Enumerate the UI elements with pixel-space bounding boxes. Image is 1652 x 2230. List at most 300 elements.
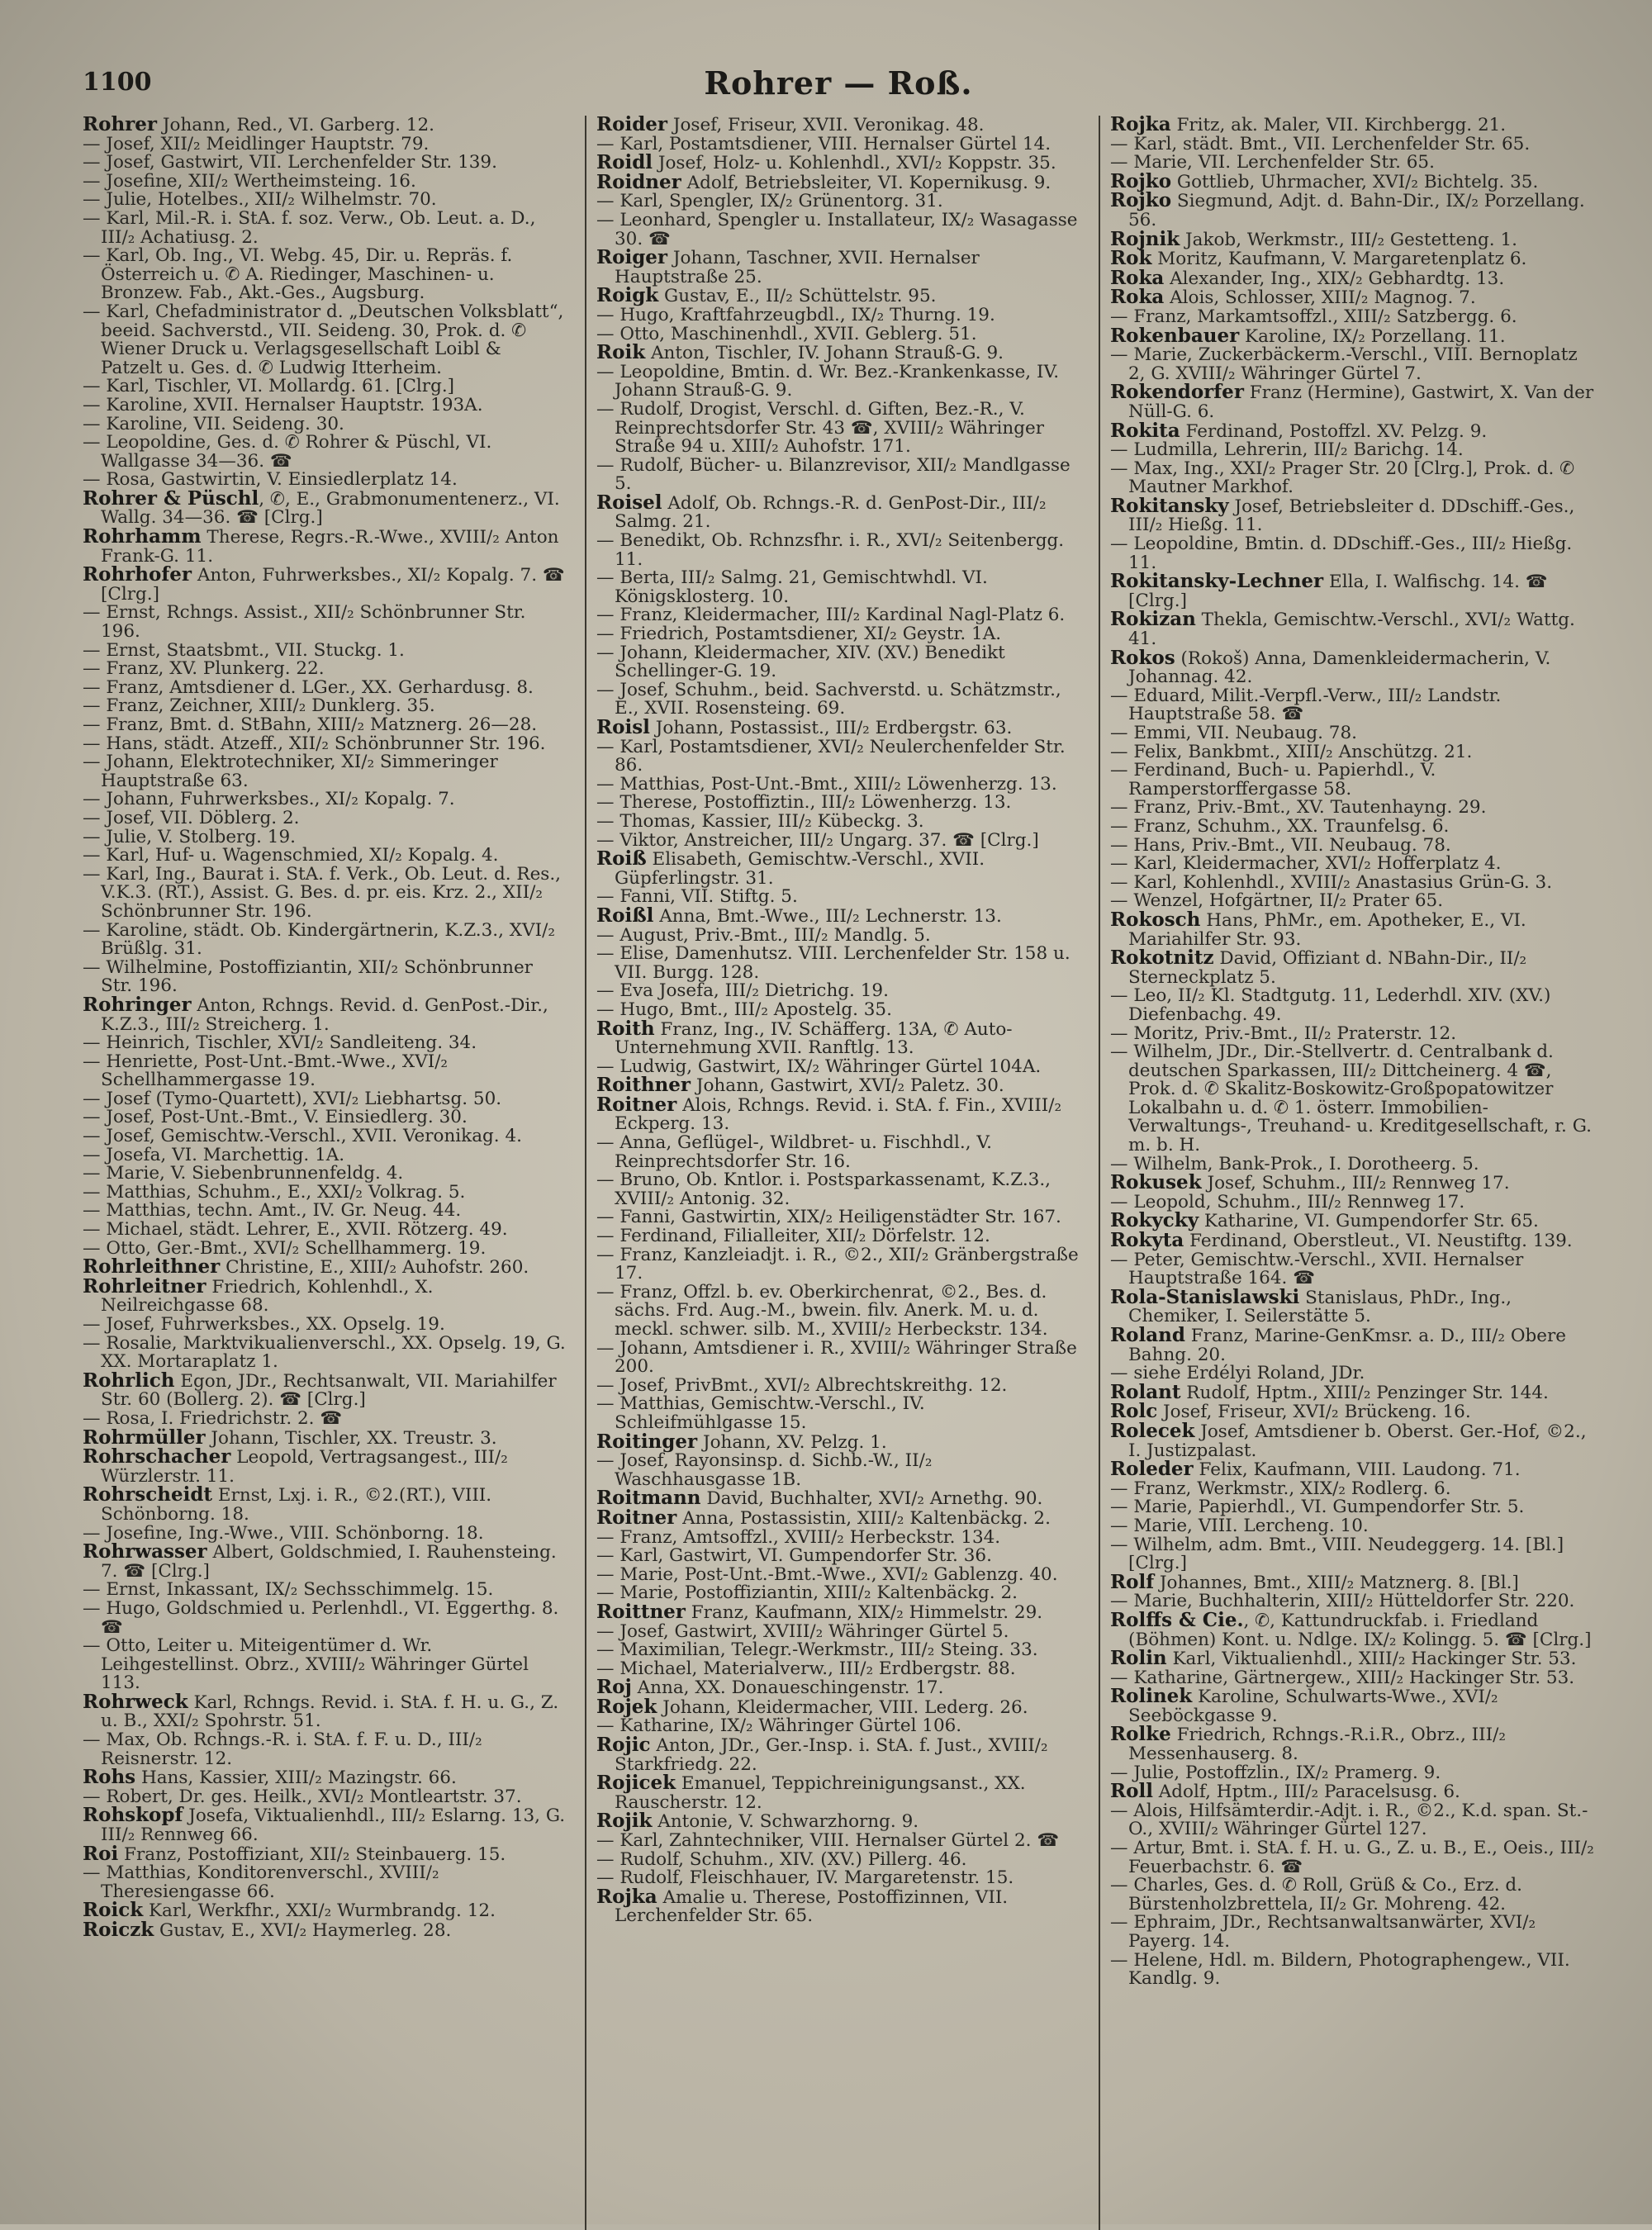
directory-entry <box>596 847 1080 889</box>
entry-surname: Rokitansky-Lechner <box>1110 570 1324 593</box>
entry-surname: Rolc <box>1110 1400 1158 1423</box>
entry-details: — Franz, Bmt. d. StBahn, XIII/₂ Matznerg. 26—28. <box>83 714 538 735</box>
directory-subentry <box>83 1864 567 1901</box>
entry-details: — Hans, städt. Atzeff., XII/₂ Schönbrunner Str. 196. <box>83 733 546 754</box>
entry-surname: Rojko <box>1110 169 1172 192</box>
entry-details: Ella, I. Walfischg. 14. ☎ [Clrg.] <box>1128 572 1548 611</box>
entry-details: Leopold, Vertragsangest., III/₂ Würzlerstr. 11. <box>101 1447 508 1487</box>
directory-subentry <box>1110 535 1594 572</box>
directory-subentry <box>596 325 1080 344</box>
entry-details: Alexander, Ing., XIX/₂ Gebhardtg. 13. <box>1164 268 1505 289</box>
directory-entry <box>596 170 1080 193</box>
directory-entry <box>83 1369 567 1411</box>
directory-subentry <box>83 1108 567 1127</box>
entry-details: — Leonhard, Spengler u. Installateur, IX/₂ Wasagasse 30. ☎ <box>596 209 1078 249</box>
entry-details: Ferdinand, Postoffzl. XV. Pelzg. 9. <box>1180 420 1488 442</box>
directory-subentry <box>1110 1517 1594 1536</box>
entry-details: — Franz, Kanzleiadjt. i. R., ©2., XII/₂ Gränbergstraße 17. <box>596 1244 1079 1284</box>
entry-details: Karl, Viktualienhdl., XIII/₂ Hackinger Str. 53. <box>1166 1649 1577 1670</box>
entry-details: — Max, Ob. Rchngs.-R. i. StA. f. F. u. D., III/₂ Reisnerstr. 12. <box>83 1729 482 1769</box>
directory-entry <box>596 284 1080 307</box>
directory-subentry <box>1110 1764 1594 1783</box>
directory-entry <box>83 1768 567 1788</box>
entry-details: Franz, Kaufmann, XIX/₂ Himmelstr. 29. <box>685 1601 1043 1623</box>
directory-subentry <box>596 1547 1080 1566</box>
entry-details: — Viktor, Anstreicher, III/₂ Ungarg. 37. ☎ [Clrg.] <box>596 829 1039 851</box>
entry-details: Josef, Friseur, XVII. Veronikag. 48. <box>667 116 985 135</box>
directory-entry <box>596 1678 1080 1698</box>
entry-details: — Josef, Schuhm., beid. Sachverstd. u. Schätzmstr., E., XVII. Rosensteing. 69. <box>596 679 1061 719</box>
directory-subentry <box>83 247 567 303</box>
entry-details: — Josef, Rayonsinsp. d. Sichb.-W., II/₂ Waschhausgasse 1B. <box>596 1450 933 1490</box>
directory-entry <box>596 716 1080 738</box>
entry-details: — Rosa, I. Friedrichstr. 2. ☎ <box>83 1407 343 1429</box>
directory-subentry <box>83 377 567 396</box>
directory-subentry <box>83 1581 567 1600</box>
entry-details: — Josef, Post-Unt.-Bmt., V. Einsiedlerg. 30. <box>83 1107 468 1128</box>
entry-details: — Karl, Ob. Ing., VI. Webg. 45, Dir. u. Repräs. f. Österreich u. ✆ A. Riedinger, Maschinen- u. Bronzew. Fab., Akt.-Ges., Augsburg. <box>83 245 513 304</box>
directory-subentry <box>83 604 567 641</box>
entry-details: — Matthias, Post-Unt.-Bmt., XIII/₂ Löwenherzg. 13. <box>596 773 1057 795</box>
directory-subentry <box>1110 1498 1594 1517</box>
entry-details: Fritz, ak. Maler, VII. Kirchbergg. 21. <box>1170 116 1507 135</box>
entry-surname: Rohrmüller <box>83 1426 206 1449</box>
directory-subentry <box>1110 441 1594 460</box>
entry-details: — Rudolf, Fleischhauer, IV. Margaretenstr. 15. <box>596 1867 1014 1889</box>
entry-details: — Ernst, Inkassant, IX/₂ Sechsschimmelg. 15. <box>83 1579 494 1601</box>
entry-details: Adolf, Betriebsleiter, VI. Kopernikusg. 9. <box>681 172 1051 193</box>
entry-details: Antonie, V. Schwarzhorng. 9. <box>652 1811 919 1833</box>
directory-subentry <box>83 1202 567 1221</box>
entry-surname: Rohrschacher <box>83 1445 231 1468</box>
directory-subentry <box>596 644 1080 681</box>
directory-subentry <box>596 1246 1080 1283</box>
entry-details: — Franz, Priv.-Bmt., XV. Tautenhayng. 29. <box>1110 797 1487 818</box>
directory-subentry <box>83 716 567 735</box>
entry-details: Thekla, Gemischtw.-Verschl., XVI/₂ Wattg. 41. <box>1128 610 1575 650</box>
directory-subentry <box>1110 1839 1594 1877</box>
entry-details: — Karl, Gastwirt, VI. Gumpendorfer Str. 36. <box>596 1545 992 1567</box>
entry-details: Adolf, Hptm., III/₂ Paracelsusg. 6. <box>1152 1782 1460 1803</box>
directory-subentry <box>83 1146 567 1165</box>
directory-entry <box>83 993 567 1035</box>
entry-details: — Hugo, Goldschmied u. Perlenhdl., VI. Eggerthg. 8. ☎ <box>83 1597 559 1638</box>
entry-details: Franz, Postoffiziant, XII/₂ Steinbauerg. 15. <box>118 1843 506 1865</box>
directory-entry <box>1110 572 1594 610</box>
directory-subentry <box>83 1731 567 1768</box>
directory-subentry <box>1110 1802 1594 1839</box>
entry-details: — Karl, Chefadministrator d. „Deutschen Volksblatt“, beeid. Sachverstd., VII. Seideng. 30, Prok. d. ✆ Wiener Druck u. Verlagsgesellschaft Loibl & Patzelt u. Ges. d. ✆ Ludwig Itterheim. <box>83 301 564 378</box>
directory-entry <box>1110 1171 1594 1194</box>
entry-details: — Leopold, Schuhm., III/₂ Rennweg 17. <box>1110 1191 1465 1212</box>
directory-entry <box>1110 1687 1594 1725</box>
directory-subentry <box>83 809 567 828</box>
directory-subentry <box>83 1788 567 1807</box>
directory-subentry <box>83 1597 567 1638</box>
entry-surname: Rokizan <box>1110 608 1196 631</box>
entry-surname: Rojnik <box>1110 227 1180 250</box>
page-number: 1100 <box>83 68 152 97</box>
entry-details: — Peter, Gemischtw.-Verschl., XVII. Hernalser Hauptstraße 164. ☎ <box>1110 1249 1524 1289</box>
entry-surname: Rohrwasser <box>83 1540 207 1563</box>
directory-subentry <box>83 396 567 415</box>
entry-details: Johann, Gastwirt, XVI/₂ Paletz. 30. <box>691 1075 1004 1097</box>
directory-subentry <box>596 1058 1080 1077</box>
entry-details: David, Offiziant d. NBahn-Dir., II/₂ Sterneckplatz 5. <box>1128 948 1527 988</box>
entry-details: (Rokoš) Anna, Damenkleidermacherin, V. Johannag. 42. <box>1128 648 1551 688</box>
entry-details: — Ludmilla, Lehrerin, III/₂ Barichg. 14. <box>1110 439 1464 461</box>
entry-surname: Roiczk <box>83 1919 154 1941</box>
directory-subentry <box>83 135 567 154</box>
entry-surname: Roj <box>596 1676 632 1699</box>
directory-subentry <box>1110 815 1594 837</box>
directory-entry <box>1110 610 1594 648</box>
entry-surname: Roider <box>596 116 668 135</box>
directory-subentry <box>596 1660 1080 1679</box>
directory-subentry <box>83 191 567 210</box>
entry-details: — Karl, Kohlenhdl., XVIII/₂ Anastasius Grün-G. 3. <box>1110 871 1553 893</box>
directory-subentry <box>1110 1364 1594 1383</box>
entry-details: Anton, Rchngs. Revid. d. GenPost.-Dir., K.Z.3., III/₂ Streicherg. 1. <box>101 994 548 1035</box>
entry-details: — Rudolf, Schuhm., XIV. (XV.) Pillerg. 46. <box>596 1848 967 1870</box>
directory-subentry <box>596 1227 1080 1246</box>
entry-details: Anton, JDr., Ger.-Insp. i. StA. f. Just., XVIII/₂ Starkfriedg. 22. <box>615 1735 1048 1775</box>
entry-surname: Rokos <box>1110 646 1175 669</box>
directory-entry <box>1110 1649 1594 1669</box>
entry-surname: Roißl <box>596 904 654 927</box>
directory-entry <box>83 1540 567 1582</box>
entry-surname: Rohrweck <box>83 1690 188 1713</box>
entry-details: — Katharine, IX/₂ Währinger Gürtel 106. <box>596 1715 962 1737</box>
entry-details: Anton, Fuhrwerksbes., XI/₂ Kopalg. 7. ☎ [Clrg.] <box>101 565 565 605</box>
directory-subentry <box>83 1332 567 1373</box>
entry-details: — Karl, Huf- u. Wagenschmied, XI/₂ Kopalg. 4. <box>83 845 499 866</box>
entry-details: Hans, PhMr., em. Apotheker, E., VI. Mariahilfer Str. 93. <box>1128 909 1526 950</box>
directory-subentry <box>596 306 1080 325</box>
running-head: Rohrer — Roß. <box>704 64 973 102</box>
entry-details: — Therese, Postoffiztin., III/₂ Löwenherzg. 13. <box>596 792 1012 814</box>
entry-details: — Franz, XV. Plunkerg. 22. <box>83 658 325 680</box>
directory-subentry <box>1110 1592 1594 1611</box>
entry-details: — Johann, Elektrotechniker, XI/₂ Simmeringer Hauptstraße 63. <box>83 752 498 791</box>
entry-details: Rudolf, Hptm., XIII/₂ Penzinger Str. 144. <box>1180 1382 1549 1403</box>
directory-subentry <box>596 1848 1080 1870</box>
directory-subentry <box>1110 724 1594 743</box>
entry-details: — Franz, Kleidermacher, III/₂ Kardinal Nagl-Platz 6. <box>596 605 1066 626</box>
entry-surname: Roisl <box>596 716 650 738</box>
entry-details: — Ephraim, JDr., Rechtsanwaltsanwärter, XVI/₂ Payerg. 14. <box>1110 1912 1536 1952</box>
entry-details: — Hans, Priv.-Bmt., VII. Neubaug. 78. <box>1110 834 1451 856</box>
directory-entry <box>1110 169 1594 192</box>
entry-details: — Anna, Geflügel-, Wildbret- u. Fischhdl., V. Reinprechtsdorfer Str. 16. <box>596 1132 992 1172</box>
entry-details: — Otto, Ger.-Bmt., XVI/₂ Schellhammerg. 19. <box>83 1237 487 1259</box>
entry-details: — Johann, Fuhrwerksbes., XI/₂ Kopalg. 7. <box>83 789 455 810</box>
entry-details: — Rudolf, Bücher- u. Bilanzrevisor, XII/₂ Mandlgasse 5. <box>596 454 1070 495</box>
directory-subentry <box>83 1127 567 1146</box>
directory-subentry <box>1110 1155 1594 1174</box>
directory-entry <box>1110 494 1594 536</box>
entry-details: Amalie u. Therese, Postoffizinnen, VII. Lerchenfelder Str. 65. <box>615 1886 1009 1927</box>
directory-subentry <box>83 828 567 847</box>
entry-details: — Wilhelm, adm. Bmt., VIII. Neudeggerg. 14. [Bl.] [Clrg.] <box>1110 1534 1564 1574</box>
entry-details: — Karl, Postamtsdiener, XVI/₂ Neulerchenfelder Str. 86. <box>596 736 1066 776</box>
entry-details: — Henriette, Post-Unt.-Bmt.-Wwe., XVI/₂ Schellhammergasse 19. <box>83 1051 449 1091</box>
directory-entry <box>1110 1285 1594 1327</box>
directory-subentry <box>596 1717 1080 1736</box>
directory-entry <box>83 486 567 529</box>
entry-details: — Felix, Bankbmt., XIII/₂ Anschützg. 21. <box>1110 741 1473 762</box>
entry-surname: Roitner <box>596 1506 677 1529</box>
entry-details: — Franz, Amtsdiener d. LGer., XX. Gerhardusg. 8. <box>83 676 534 698</box>
directory-entry <box>1110 324 1594 347</box>
directory-entry <box>1110 646 1594 688</box>
entry-details: Ferdinand, Oberstleut., VI. Neustiftg. 139. <box>1184 1231 1573 1252</box>
directory-subentry <box>1110 135 1594 154</box>
entry-details: — Leopoldine, Bmtin. d. DDschiff.-Ges., III/₂ Hießg. 11. <box>1110 534 1573 573</box>
entry-surname: Roll <box>1110 1780 1153 1803</box>
directory-subentry <box>1110 346 1594 383</box>
entry-details: — Hugo, Kraftfahrzeugbdl., IX/₂ Thurng. 19. <box>596 304 995 325</box>
directory-entry <box>83 1274 567 1317</box>
directory-subentry <box>596 363 1080 401</box>
entry-surname: Rohrscheidt <box>83 1483 213 1506</box>
entry-details: — Julie, V. Stolberg. 19. <box>83 826 296 847</box>
entry-details: Friedrich, Rchngs.-R.i.R., Obrz., III/₂ Messenhauserg. 8. <box>1128 1725 1506 1765</box>
entry-surname: Rokosch <box>1110 908 1201 931</box>
entry-details: — Ernst, Staatsbmt., VII. Stuckg. 1. <box>83 639 405 661</box>
directory-subentry <box>1110 1914 1594 1951</box>
entry-details: — Matthias, techn. Amt., IV. Gr. Neug. 44. <box>83 1200 462 1222</box>
entry-surname: Rokycky <box>1110 1209 1199 1232</box>
entry-details: — Eduard, Milit.-Verpfl.-Verw., III/₂ Landstr. Hauptstraße 58. ☎ <box>1110 685 1502 725</box>
entry-surname: Rohrhofer <box>83 563 192 586</box>
directory-subentry <box>596 681 1080 719</box>
entry-details: — Josef, XII/₂ Meidlinger Hauptstr. 79. <box>83 133 430 154</box>
directory-subentry <box>596 924 1080 946</box>
entry-details: — August, Priv.-Bmt., III/₂ Mandlg. 5. <box>596 924 931 946</box>
entry-details: — Rosalie, Marktvikualienverschl., XX. Opselg. 19, G. XX. Mortaraplatz 1. <box>83 1332 566 1373</box>
directory-entry <box>83 1690 567 1732</box>
entry-details: Josef, Amtsdiener b. Oberst. Ger.-Hof, ©2., I. Justizpalast. <box>1128 1421 1587 1461</box>
entry-details: — Josefa, VI. Marchettig. 1A. <box>83 1144 345 1165</box>
entry-details: — Karl, Postamtsdiener, VIII. Hernalser Gürtel 14. <box>596 133 1051 154</box>
directory-subentry <box>83 956 567 997</box>
directory-entry <box>1110 383 1594 421</box>
directory-subentry <box>1110 308 1594 327</box>
directory-entry <box>1110 1380 1594 1403</box>
directory-entry <box>1110 1326 1594 1364</box>
directory-subentry <box>1110 1949 1594 1990</box>
entry-details: Emanuel, Teppichreinigungsanst., XX. Rauscherstr. 12. <box>615 1773 1026 1813</box>
entry-details: — Elise, Damenhutsz. VIII. Lerchenfelder Str. 158 u. VII. Burgg. 128. <box>596 943 1070 983</box>
directory-subentry <box>596 1563 1080 1585</box>
entry-details: Anton, Tischler, IV. Johann Strauß-G. 9. <box>645 343 1004 364</box>
entry-details: — Johann, Amtsdiener i. R., XVIII/₂ Währinger Straße 200. <box>596 1337 1077 1378</box>
directory-subentry <box>83 1316 567 1335</box>
directory-entry <box>596 1430 1080 1453</box>
entry-details: — Wilhelm, Bank-Prok., I. Dorotheerg. 5. <box>1110 1153 1479 1174</box>
entry-surname: Roidner <box>596 170 681 193</box>
directory-subentry <box>1110 987 1594 1024</box>
directory-subentry <box>83 919 567 960</box>
entry-details: , ✆, E., Grabmonumentenerz., VI. Wallg. 34—36. ☎ [Clrg.] <box>101 488 560 529</box>
entry-details: — Eva Josefa, III/₂ Dietrichg. 19. <box>596 980 889 1002</box>
entry-details: — Marie, Post-Unt.-Bmt.-Wwe., XVI/₂ Gablenzg. 40. <box>596 1563 1058 1585</box>
entry-details: — Charles, Ges. d. ✆ Roll, Grüß & Co., Erz. d. Bürstenholzbrettela, II/₂ Gr. Mohreng. 42. <box>1110 1875 1523 1914</box>
entry-surname: Rohrhamm <box>83 525 202 548</box>
entry-details: Gustav, E., XVI/₂ Haymerleg. 28. <box>154 1920 452 1941</box>
column-middle <box>585 116 1080 2230</box>
directory-subentry <box>83 735 567 754</box>
directory-subentry <box>596 211 1080 249</box>
entry-details: — Karoline, VII. Seideng. 30. <box>83 413 344 434</box>
entry-details: Johann, Tischler, XX. Treustr. 3. <box>205 1427 497 1449</box>
entry-details: — Max, Ing., XXI/₂ Prager Str. 20 [Clrg.], Prok. d. ✆ Mautner Markhof. <box>1110 458 1575 498</box>
directory-entry <box>1110 419 1594 442</box>
entry-details: Stanislaus, PhDr., Ing., Chemiker, I. Seilerstätte 5. <box>1128 1287 1512 1327</box>
directory-subentry <box>83 207 567 248</box>
entry-surname: Rohrer <box>83 116 158 135</box>
entry-details: — Josef, Fuhrwerksbes., XX. Opselg. 19. <box>83 1314 445 1335</box>
entry-details: — Wenzel, Hofgärtner, II/₂ Prater 65. <box>1110 890 1444 912</box>
entry-details: — Karl, Zahntechniker, VIII. Hernalser Gürtel 2. ☎ <box>596 1830 1060 1852</box>
entry-details: — Otto, Leiter u. Miteigentümer d. Wr. Leihgestellinst. Obrz., XVIII/₂ Währinger Gürtel 113. <box>83 1635 529 1694</box>
entry-surname: Rohrleithner <box>83 1255 221 1279</box>
entry-details: — Heinrich, Tischler, XVI/₂ Sandleiteng. 34. <box>83 1032 477 1054</box>
directory-subentry <box>83 471 567 490</box>
entry-details: — Hugo, Bmt., III/₂ Apostelg. 35. <box>596 999 892 1020</box>
directory-subentry <box>596 1208 1080 1227</box>
directory-entry <box>1110 908 1594 950</box>
directory-subentry <box>83 170 567 192</box>
directory-entry <box>1110 1231 1594 1251</box>
directory-subentry <box>596 1171 1080 1208</box>
directory-entry <box>596 1695 1080 1718</box>
directory-subentry <box>596 1134 1080 1171</box>
entry-details: — Karl, städt. Bmt., VII. Lerchenfelder Str. 65. <box>1110 133 1531 154</box>
entry-details: — Rudolf, Drogist, Verschl. d. Giften, Bez.-R., V. Reinprechtsdorfer Str. 43 ☎, XVIII/₂ Währinger Straße 94 u. XIII/₂ Auhofstr. 171. <box>596 398 1044 458</box>
entry-surname: Roi <box>83 1842 119 1865</box>
entry-details: Josef, Schuhm., III/₂ Rennweg 17. <box>1201 1173 1510 1194</box>
directory-subentry <box>83 639 567 661</box>
entry-details: — Berta, III/₂ Salmg. 21, Gemischtwhdl. VI. Königsklosterg. 10. <box>596 567 988 607</box>
entry-details: Anna, Postassistin, XIII/₂ Kaltenbäckg. 2. <box>676 1507 1051 1529</box>
entry-surname: Roidl <box>596 151 653 174</box>
directory-entry <box>1110 949 1594 987</box>
entry-details: Siegmund, Adjt. d. Bahn-Dir., IX/₂ Porzellang. 56. <box>1128 191 1585 230</box>
directory-entry <box>83 1445 567 1487</box>
entry-details: Christine, E., XIII/₂ Auhofstr. 260. <box>220 1257 529 1279</box>
entry-details: — Josef (Tymo-Quartett), XVI/₂ Liebhartsg. 50. <box>83 1088 502 1109</box>
directory-subentry <box>596 1641 1080 1660</box>
directory-subentry <box>596 773 1080 795</box>
directory-subentry <box>596 888 1080 907</box>
entry-details: Jakob, Werkmstr., III/₂ Gestetteng. 1. <box>1180 229 1517 250</box>
entry-surname: Rolf <box>1110 1570 1155 1593</box>
entry-surname: Rojic <box>596 1734 651 1757</box>
directory-subentry <box>596 738 1080 776</box>
entry-details: Felix, Kaufmann, VIII. Laudong. 71. <box>1193 1459 1521 1481</box>
entry-details: Johannes, Bmt., XIII/₂ Matznerg. 8. [Bl.] <box>1154 1572 1519 1593</box>
directory-subentry <box>1110 1043 1594 1155</box>
entry-details: Franz (Hermine), Gastwirt, X. Van der Nüll-G. 6. <box>1128 382 1594 422</box>
entry-details: Franz, Ing., IV. Schäfferg. 13A, ✆ Auto-Unternehmung XVII. Ranftlg. 13. <box>615 1018 1013 1059</box>
directory-subentry <box>83 303 567 377</box>
entry-details: — Franz, Offzl. b. ev. Oberkirchenrat, ©2., Bes. d. sächs. Frd. Aug.-M., bwein. filv. Anerk. M. u. d. meckl. schwer. silb. M., XVIII/₂ Herbeckstr. 134. <box>596 1281 1048 1340</box>
directory-entry <box>1110 1402 1594 1422</box>
entry-details: Johann, Taschner, XVII. Hernalser Hauptstraße 25. <box>615 248 980 287</box>
entry-surname: Rokusek <box>1110 1171 1202 1194</box>
entry-surname: Rolinek <box>1110 1685 1193 1708</box>
entry-details: — Karoline, XVII. Hernalser Hauptstr. 193A. <box>83 394 483 415</box>
entry-surname: Roitinger <box>596 1430 698 1453</box>
entry-details: — Marie, Zuckerbäckerm.-Verschl., VIII. Bernoplatz 2, G. XVIII/₂ Währinger Gürtel 7. <box>1110 344 1578 384</box>
entry-details: Josef, Betriebsleiter d. DDschiff.-Ges., III/₂ Hießg. 11. <box>1128 496 1575 536</box>
entry-details: Josef, Holz- u. Kohlenhdl., XVI/₂ Koppstr. 35. <box>653 153 1056 174</box>
directory-subentry <box>83 697 567 716</box>
entry-surname: Rokendorfer <box>1110 381 1244 404</box>
directory-entry <box>1110 1460 1594 1480</box>
entry-details: — Ludwig, Gastwirt, IX/₂ Währinger Gürtel 104A. <box>596 1056 1042 1077</box>
directory-entry <box>1110 266 1594 289</box>
directory-subentry <box>596 398 1080 458</box>
directory-subentry <box>596 1452 1080 1489</box>
entry-details: — Marie, VIII. Lercheng. 10. <box>1110 1515 1369 1536</box>
entry-details: — Artur, Bmt. i. StA. f. H. u. G., Z. u. B., E., Oeis., III/₂ Feuerbachstr. 6. ☎ <box>1110 1838 1594 1877</box>
entry-details: — Josef, PrivBmt., XVI/₂ Albrechtskreithg. 12. <box>596 1374 1008 1396</box>
directory-subentry <box>596 606 1080 625</box>
entry-details: Franz, Marine-GenKmsr. a. D., III/₂ Obere Bahng. 20. <box>1128 1326 1566 1365</box>
entry-surname: Rolffs & Cie. <box>1110 1608 1244 1631</box>
directory-subentry <box>1110 1669 1594 1688</box>
entry-details: — Bruno, Ob. Kntlor. i. Postsparkassenamt, K.Z.3., XVIII/₂ Antonig. 32. <box>596 1170 1051 1209</box>
entry-surname: Rok <box>1110 247 1152 270</box>
directory-subentry <box>1110 1480 1594 1499</box>
entry-details: — Leo, II/₂ Kl. Stadtgutg. 11, Lederhdl. XIV. (XV.) Diefenbachg. 49. <box>1110 985 1551 1025</box>
entry-surname: Roittner <box>596 1600 686 1623</box>
directory-subentry <box>596 1869 1080 1888</box>
entry-surname: Roleder <box>1110 1458 1194 1481</box>
entry-details: — siehe Erdélyi Roland, JDr. <box>1110 1363 1365 1384</box>
entry-details: — Franz, Schuhm., XX. Traunfelsg. 6. <box>1110 815 1450 837</box>
directory-subentry <box>596 982 1080 1001</box>
entry-surname: Roland <box>1110 1324 1185 1346</box>
entry-details: — Matthias, Konditorenverschl., XVIII/₂ Theresiengasse 66. <box>83 1862 439 1902</box>
entry-details: — Karoline, städt. Ob. Kindergärtnerin, K.Z.3., XVI/₂ Brüßlg. 31. <box>83 919 555 960</box>
entry-surname: Roithner <box>596 1074 691 1097</box>
entry-details: Alois, Rchngs. Revid. i. StA. f. Fin., XVIII/₂ Eckperg. 13. <box>615 1094 1062 1135</box>
entry-details: — Matthias, Gemischtw.-Verschl., IV. Schleifmühlgasse 15. <box>596 1393 925 1433</box>
entry-surname: Rohrer & Püschl <box>83 486 259 510</box>
directory-subentry <box>596 569 1080 606</box>
directory-subentry <box>83 1522 567 1544</box>
directory-entry <box>1110 249 1594 269</box>
directory-entry <box>596 1774 1080 1812</box>
entry-details: — Marie, VII. Lerchenfelder Str. 65. <box>1110 152 1435 173</box>
entry-surname: Rojka <box>596 1885 657 1908</box>
directory-subentry <box>1110 1877 1594 1914</box>
entry-details: — Josefine, XII/₂ Wertheimsteing. 16. <box>83 170 416 192</box>
columns <box>83 116 1594 2230</box>
entry-surname: Rolke <box>1110 1723 1171 1746</box>
directory-entry <box>596 1506 1080 1529</box>
entry-details: — Thomas, Kassier, III/₂ Kübeckg. 3. <box>596 810 924 832</box>
entry-details: Elisabeth, Gemischtw.-Verschl., XVII. Güpferlingstr. 31. <box>615 849 985 889</box>
directory-entry <box>596 1885 1080 1927</box>
directory-subentry <box>83 434 567 471</box>
entry-details: — Karl, Spengler, IX/₂ Grünentorg. 31. <box>596 191 943 212</box>
entry-surname: Rokotnitz <box>1110 947 1214 970</box>
